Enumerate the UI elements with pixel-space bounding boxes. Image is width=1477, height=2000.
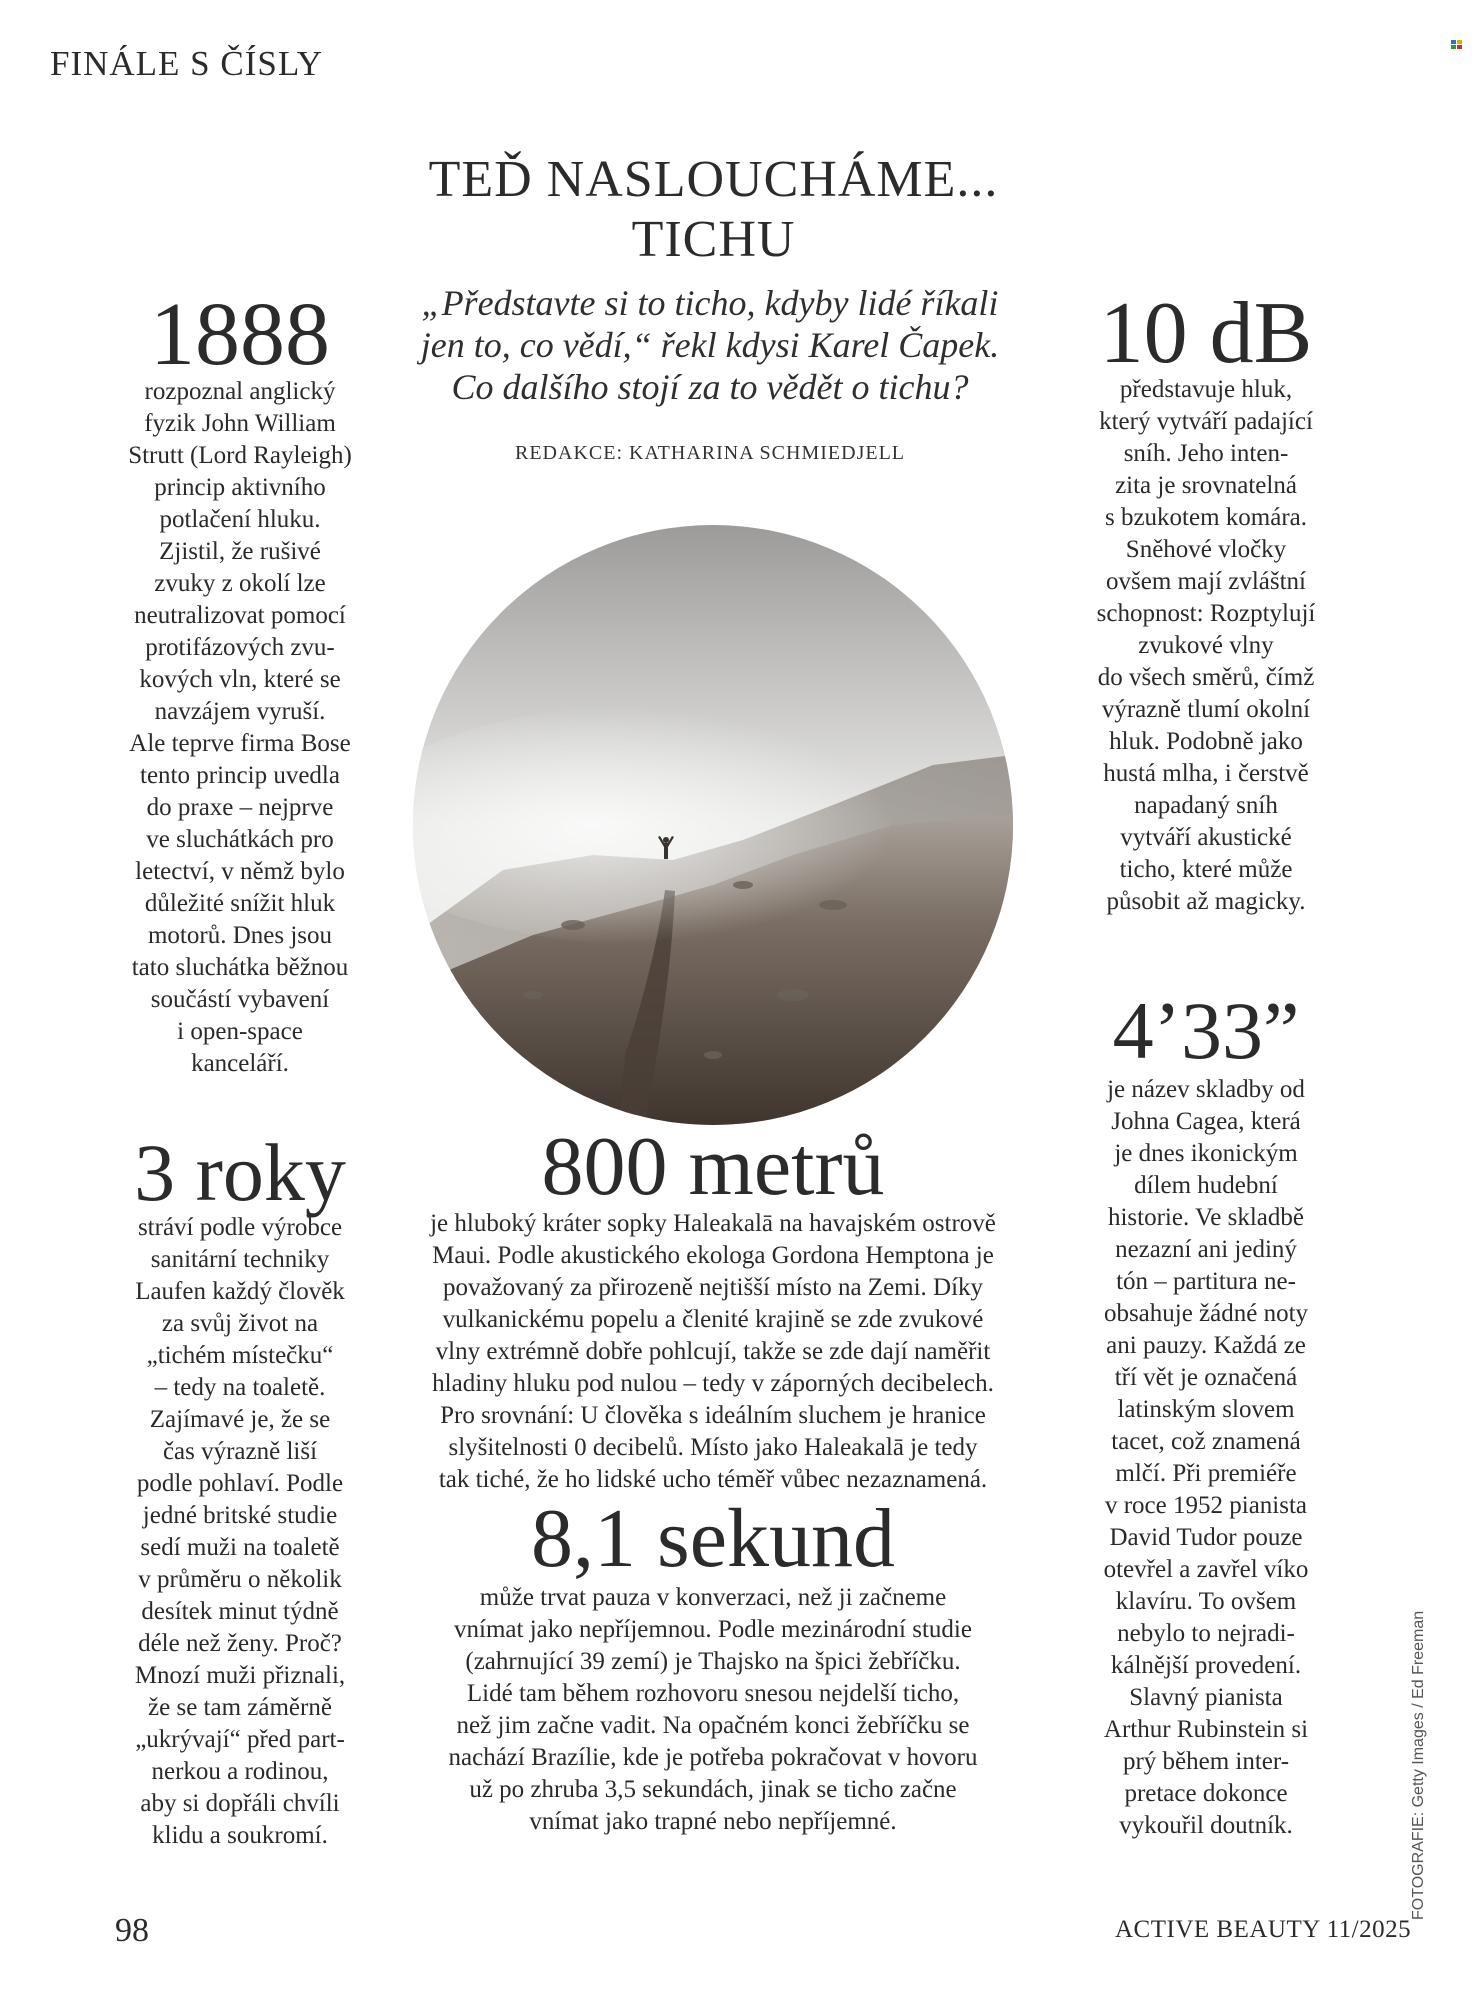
corner-logo-square-1 xyxy=(1451,40,1456,44)
text-line: v roce 1952 pianista xyxy=(1104,1492,1308,1519)
title-line: TICHU xyxy=(631,211,796,268)
text-line: tento princip uvedla xyxy=(140,762,340,789)
text-line: protifázových zvu- xyxy=(145,634,335,661)
text-line: v průměru o několik xyxy=(138,1566,342,1593)
text-line: navzájem vyruší. xyxy=(154,698,326,725)
text-line: mlčí. Při premiéře xyxy=(1115,1460,1297,1487)
byline: REDAKCE: KATHARINA SCHMIEDJELL xyxy=(515,442,905,464)
lead-line: jen to, co vědí,“ řekl kdysi Karel Čapek. xyxy=(420,325,1000,365)
text-line: „tichém místečku“ xyxy=(146,1342,334,1369)
text-line: ve sluchátkách pro xyxy=(146,826,334,853)
text-line: je název skladby od xyxy=(1107,1076,1305,1103)
text-line: je dnes ikonickým xyxy=(1114,1140,1298,1167)
text-line: dílem hudební xyxy=(1134,1172,1278,1199)
text-line: nebylo to nejradi- xyxy=(1117,1620,1295,1647)
text-line: zvuky z okolí lze xyxy=(154,570,326,597)
text-line: historie. Ve skladbě xyxy=(1107,1204,1305,1231)
misty-mountain-path-photo xyxy=(413,525,1013,1125)
text-line: už po zhruba 3,5 sekundách, jinak se ticho začne xyxy=(469,1776,957,1803)
text-line: prý během inter- xyxy=(1122,1748,1290,1775)
page-number: 98 xyxy=(115,1912,149,1949)
text-line: sanitární techniky xyxy=(150,1246,330,1273)
text-line: vlny extrémně dobře pohlcují, takže se zde dají naměřit xyxy=(435,1338,991,1365)
text-line: vykouřil doutník. xyxy=(1119,1812,1293,1839)
text-line: latinským slovem xyxy=(1117,1396,1295,1423)
fact-text-4-33 xyxy=(1016,1074,1396,1842)
text-line: hladiny hluku pod nulou – tedy v záporných decibelech. xyxy=(432,1370,994,1397)
text-line: součástí vybavení xyxy=(150,986,330,1013)
text-line: představuje hluk, xyxy=(1119,376,1293,403)
text-line: důležité snížit hluk xyxy=(144,890,336,917)
magazine-issue: ACTIVE BEAUTY 11/2025 xyxy=(1115,1916,1412,1943)
text-line: Zajímavé je, že se xyxy=(149,1406,331,1433)
text-line: že se tam záměrně xyxy=(148,1694,332,1721)
title-line: TEĎ NASLOUCHÁME... xyxy=(428,151,999,208)
text-line: Arthur Rubinstein si xyxy=(1103,1716,1309,1743)
fact-number-3-roky: 3 roky xyxy=(134,1127,346,1218)
text-line: za svůj život na xyxy=(161,1310,319,1337)
fact-text-1888 xyxy=(60,376,420,1080)
text-line: Mnozí muži přiznali, xyxy=(134,1662,346,1689)
text-line: ovšem mají zvláštní xyxy=(1106,568,1306,595)
text-line: potlačení hluku. xyxy=(159,506,321,533)
fact-number-800-metru: 800 metrů xyxy=(541,1120,885,1213)
text-line: neutralizovat pomocí xyxy=(134,602,346,629)
fact-number-1888: 1888 xyxy=(150,285,330,384)
text-line: Lidé tam během rozhovoru snesou nejdelší ticho, xyxy=(466,1680,960,1707)
text-line: nezazní ani jediný xyxy=(1115,1236,1297,1263)
text-line: zita je srovnatelná xyxy=(1115,472,1297,499)
corner-logo-square-4 xyxy=(1457,45,1462,49)
text-line: obsahuje žádné noty xyxy=(1103,1300,1309,1327)
text-line: do všech směrů, čímž xyxy=(1097,664,1315,691)
text-line: motorů. Dnes jsou xyxy=(147,922,333,949)
text-line: podle pohlaví. Podle xyxy=(136,1470,344,1497)
text-line: nerkou a rodinou, xyxy=(151,1758,329,1785)
text-line: tak tiché, že ho lidské ucho téměř vůbec nezaznamená. xyxy=(438,1466,988,1493)
lead-line: „Představte si to ticho, kdyby lidé říkali xyxy=(421,283,999,323)
text-line: tří vět je označená xyxy=(1114,1364,1298,1391)
text-line: kových vln, které se xyxy=(139,666,341,693)
lead-quote xyxy=(395,282,1025,408)
text-line: (zahrnující 39 zemí) je Thajsko na špici žebříčku. xyxy=(465,1648,961,1675)
text-line: tón – partitura ne- xyxy=(1116,1268,1296,1295)
text-line: působit až magicky. xyxy=(1106,888,1306,915)
text-line: rozpoznal anglický xyxy=(144,378,336,405)
corner-logo-icon xyxy=(1451,40,1465,50)
article-title xyxy=(0,150,1427,270)
text-line: Johna Cagea, která xyxy=(1111,1108,1301,1135)
text-line: ticho, které může xyxy=(1119,856,1293,883)
text-line: otevřel a zavřel víko xyxy=(1103,1556,1309,1583)
text-line: Laufen každý člověk xyxy=(135,1278,345,1305)
text-line: kanceláří. xyxy=(191,1050,289,1077)
text-line: Maui. Podle akustického ekologa Gordona Hemptona je xyxy=(432,1242,994,1269)
fact-text-3-roky xyxy=(60,1212,420,1852)
text-line: Sněhové vločky xyxy=(1125,536,1287,563)
photo-illustration xyxy=(413,525,1013,1125)
fact-text-10-db xyxy=(1016,374,1396,918)
text-line: Slavný pianista xyxy=(1129,1684,1283,1711)
text-line: s bzukotem komára. xyxy=(1104,504,1308,531)
text-line: než jim začne vadit. Na opačném konci žebříčku se xyxy=(456,1712,970,1739)
text-line: Strutt (Lord Rayleigh) xyxy=(128,442,352,469)
text-line: klidu a soukromí. xyxy=(152,1822,328,1849)
text-line: David Tudor pouze xyxy=(1109,1524,1303,1551)
text-line: který vytváří padající xyxy=(1099,408,1313,435)
fact-number-4-33: 4’33” xyxy=(1112,985,1300,1076)
text-line: ani pauzy. Každá ze xyxy=(1106,1332,1306,1359)
corner-logo-square-3 xyxy=(1451,45,1456,49)
text-line: Pro srovnání: U člověka s ideálním sluchem je hranice xyxy=(440,1402,986,1429)
text-line: Ale teprve firma Bose xyxy=(129,730,351,757)
text-line: výrazně tlumí okolní xyxy=(1101,696,1311,723)
fact-number-8-1-sekund: 8,1 sekund xyxy=(531,1492,895,1585)
corner-logo-square-2 xyxy=(1457,40,1462,44)
text-line: schopnost: Rozptylují xyxy=(1096,600,1316,627)
text-line: hluk. Podobně jako xyxy=(1109,728,1303,755)
lead-line: Co dalšího stojí za to vědět o tichu? xyxy=(451,367,969,407)
fact-number-10-db: 10 dB xyxy=(1099,285,1313,382)
text-line: letectví, v němž bylo xyxy=(135,858,345,885)
text-line: zvukové vlny xyxy=(1138,632,1274,659)
text-line: nachází Brazílie, kde je potřeba pokračovat v hovoru xyxy=(448,1744,978,1771)
text-line: vulkanickému popelu a členité krajině se zde zvukové xyxy=(442,1306,984,1333)
text-line: kálnější provedení. xyxy=(1110,1652,1302,1679)
fact-text-8-1-sekund xyxy=(400,1582,1026,1838)
text-line: desítek minut týdně xyxy=(141,1598,339,1625)
text-line: do praxe – nejprve xyxy=(146,794,334,821)
text-line: napadaný sníh xyxy=(1134,792,1278,819)
text-line: je hluboký kráter sopky Haleakalā na havajském ostrově xyxy=(430,1210,996,1237)
text-line: „ukrývají“ před part- xyxy=(135,1726,345,1753)
photo-credit: FOTOGRAFIE: Getty Images / Ed Freeman xyxy=(1410,1610,1427,1920)
text-line: vnímat jako nepříjemnou. Podle mezinárodní studie xyxy=(454,1616,972,1643)
text-line: považovaný za přirozeně nejtišší místo na Zemi. Díky xyxy=(442,1274,984,1301)
text-line: Zjistil, že rušivé xyxy=(159,538,321,565)
text-line: vytváří akustické xyxy=(1120,824,1292,851)
fact-text-800-metru xyxy=(380,1208,1046,1496)
text-line: jedné britské studie xyxy=(142,1502,338,1529)
text-line: tato sluchátka běžnou xyxy=(131,954,349,981)
text-line: tacet, což znamená xyxy=(1111,1428,1301,1455)
text-line: pretace dokonce xyxy=(1124,1780,1288,1807)
text-line: slyšitelnosti 0 decibelů. Místo jako Haleakalā je tedy xyxy=(448,1434,978,1461)
text-line: – tedy na toaletě. xyxy=(154,1374,326,1401)
section-label: FINÁLE S ČÍSLY xyxy=(50,44,324,83)
text-line: sedí muži na toaletě xyxy=(140,1534,340,1561)
text-line: vnímat jako trapné nebo nepříjemné. xyxy=(529,1808,897,1835)
text-line: může trvat pauza v konverzaci, než ji začneme xyxy=(479,1584,947,1611)
text-line: čas výrazně liší xyxy=(162,1438,318,1465)
text-line: fyzik John William xyxy=(144,410,336,437)
text-line: déle než ženy. Proč? xyxy=(138,1630,342,1657)
text-line: sníh. Jeho inten- xyxy=(1123,440,1289,467)
text-line: princip aktivního xyxy=(154,474,326,501)
text-line: i open-space xyxy=(177,1018,303,1045)
text-line: aby si dopřáli chvíli xyxy=(140,1790,340,1817)
text-line: hustá mlha, i čerstvě xyxy=(1103,760,1309,787)
text-line: klavíru. To ovšem xyxy=(1115,1588,1297,1615)
text-line: stráví podle výrobce xyxy=(137,1214,343,1241)
